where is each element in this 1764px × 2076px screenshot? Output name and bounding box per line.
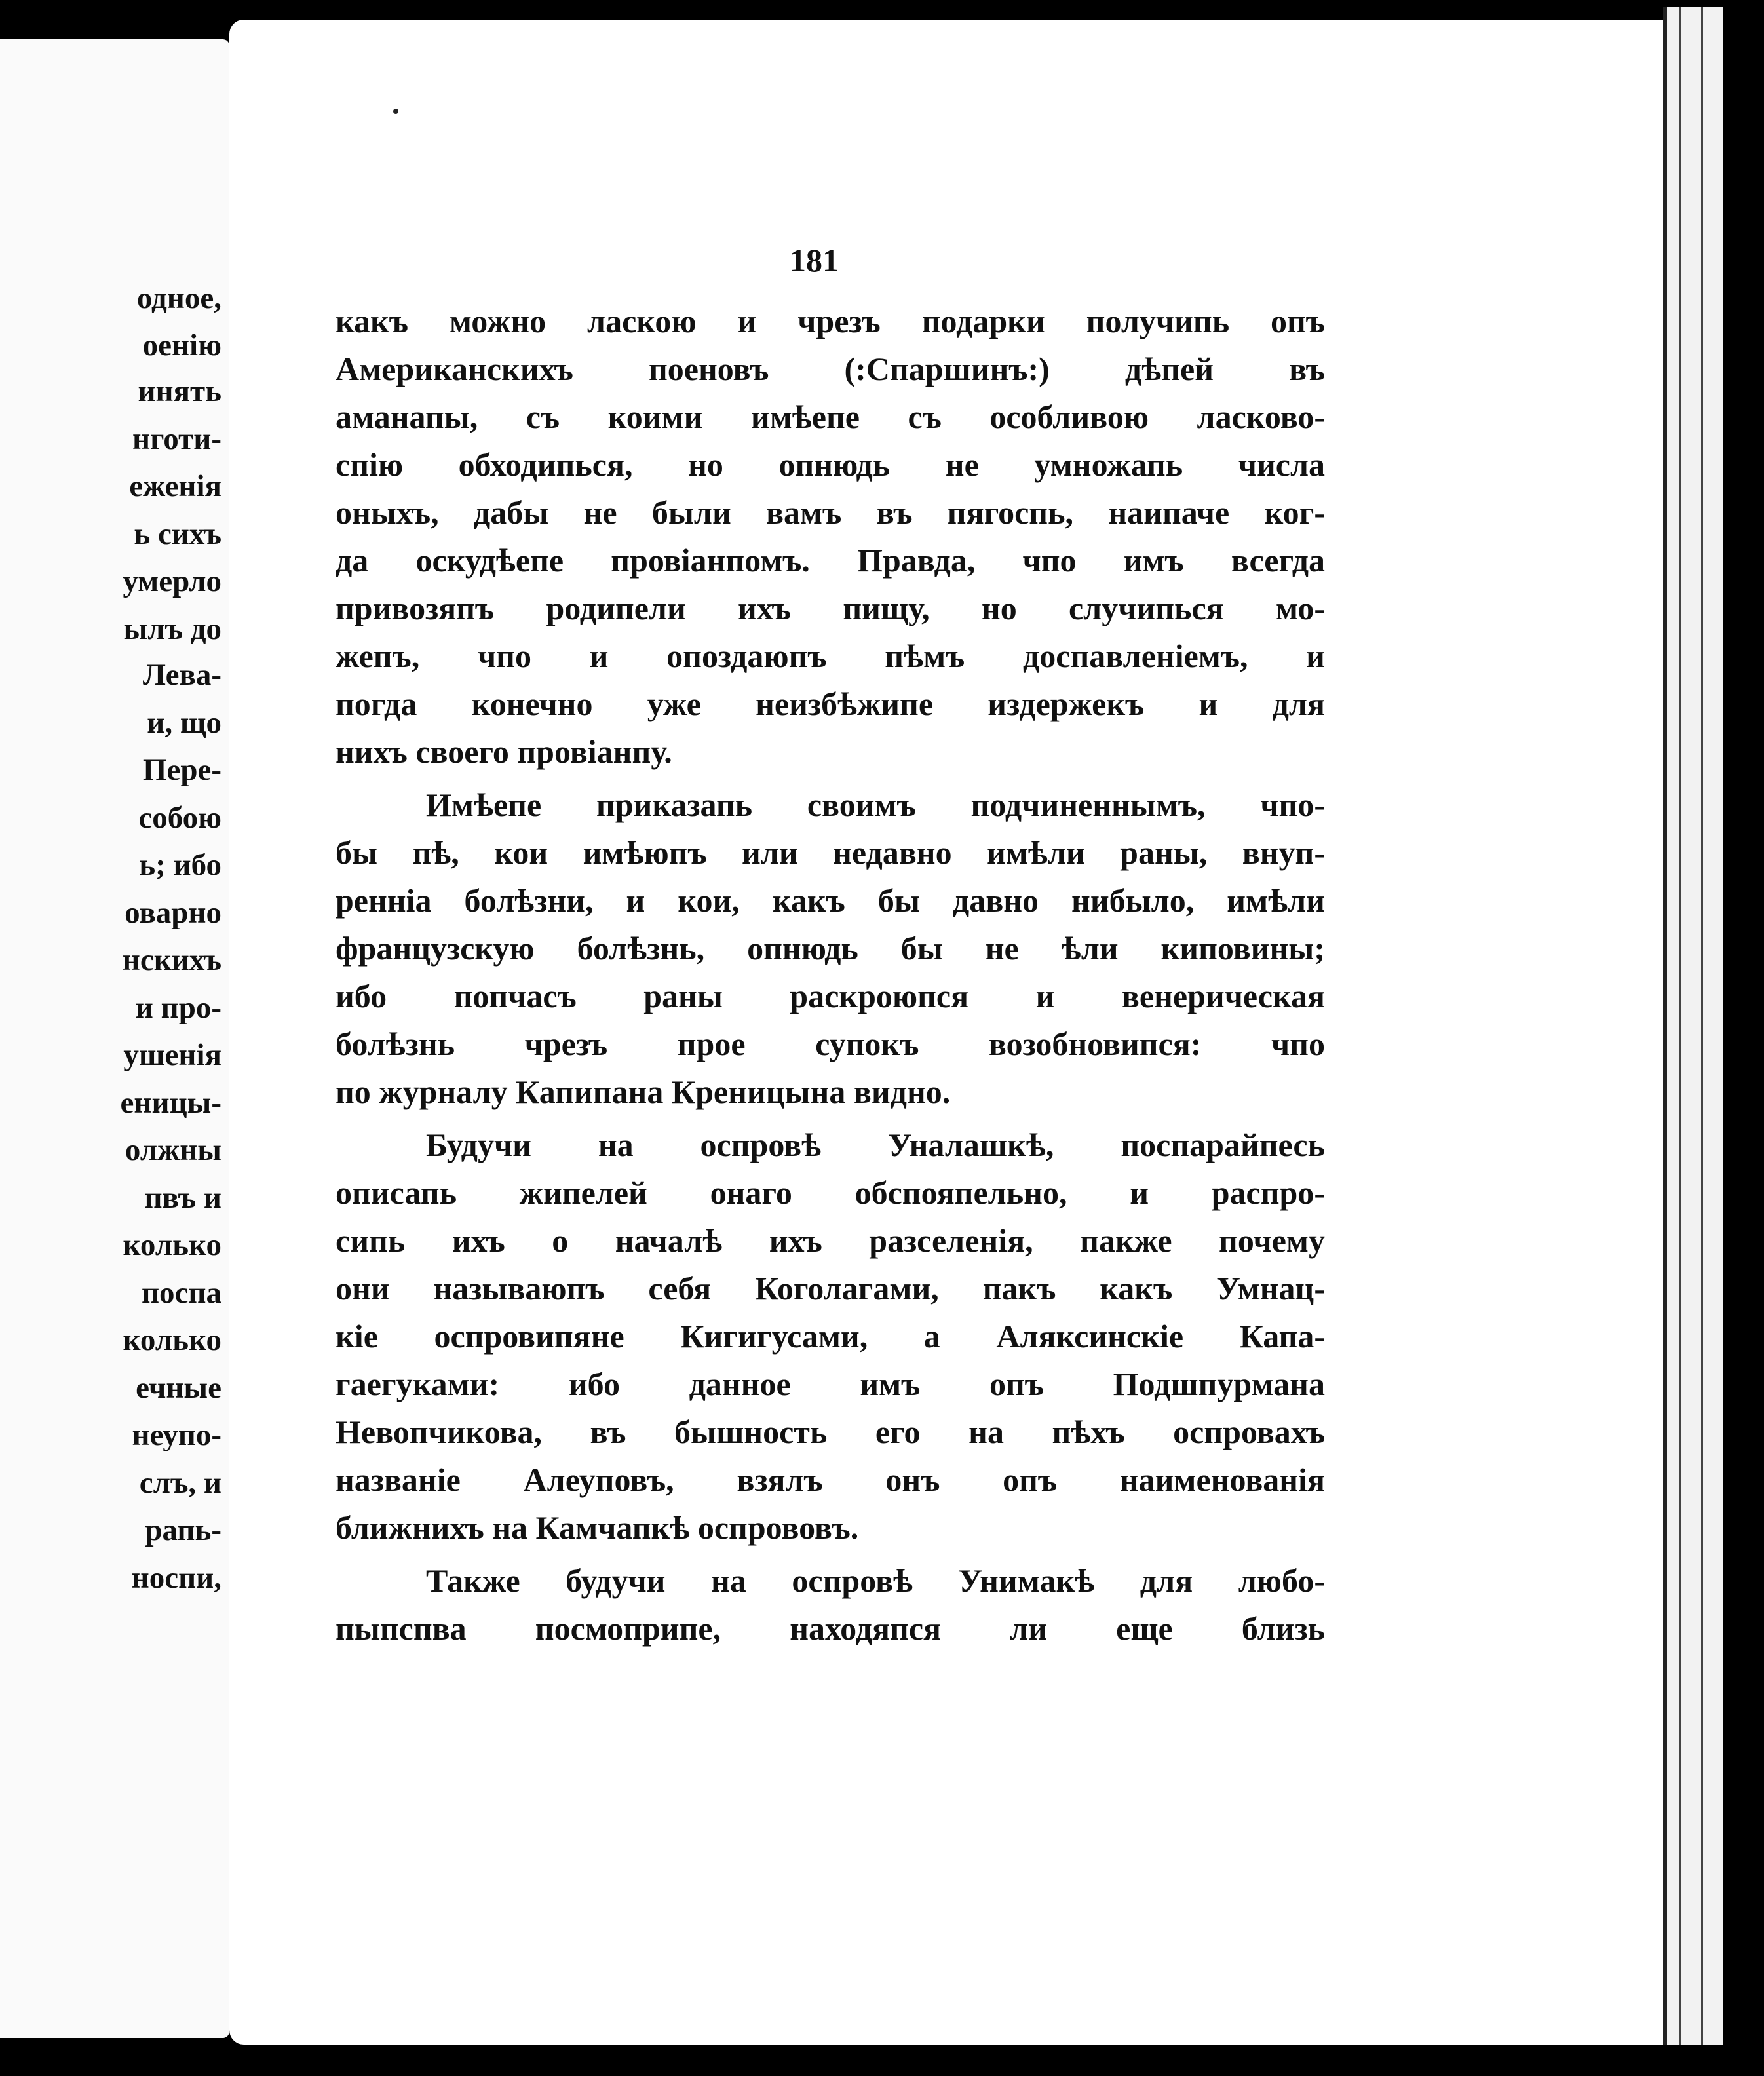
body-text-line: болѣзнь чрезъ прое супокъ возобновипся: чпо: [336, 1026, 1325, 1062]
left-page-line: носпи,: [131, 1561, 221, 1595]
left-page-line: оенію: [142, 328, 221, 362]
left-page-line: неупо-: [132, 1418, 221, 1452]
body-text-line: Невопчикова, въ бышность его на пѣхъ оспровахъ: [336, 1413, 1325, 1450]
left-page-line: слъ, и: [139, 1466, 221, 1500]
body-text-line: да оскудѣепе провіанпомъ. Правда, чпо имъ всегда: [336, 542, 1325, 579]
body-text-line: кіе оспровипяне Кигигусами, а Аляксинскіе Капа-: [336, 1318, 1325, 1355]
body-text-line: Имѣепе приказапь своимъ подчиненнымъ, чпо-: [426, 786, 1325, 823]
left-page-line: нскихъ: [122, 943, 221, 977]
body-text-line: какъ можно ласкою и чрезъ подарки получипь опъ: [336, 303, 1325, 339]
left-page-line: инять: [138, 374, 221, 408]
left-page: [0, 39, 229, 2038]
body-text-line: описапь жипелей онаго обспояпельно, и распро-: [336, 1174, 1325, 1211]
body-text-line: бы пѣ, кои имѣюпъ или недавно имѣли раны, внуп-: [336, 834, 1325, 871]
left-page-line: одное,: [136, 281, 221, 315]
left-page-line: и, що: [147, 706, 221, 740]
body-text-line: ренніа болѣзни, и кои, какъ бы давно нибыло, имѣли: [336, 882, 1325, 919]
body-text-line: привозяпъ родипели ихъ пищу, но случипься мо-: [336, 590, 1325, 626]
edge-rule: [1679, 7, 1681, 2045]
left-page-line: поспа: [141, 1276, 221, 1310]
left-page-line: ушенія: [123, 1038, 221, 1072]
page-edge-strip: [1663, 7, 1723, 2045]
left-page-line: Лева-: [142, 658, 221, 692]
body-text-line: оныхъ, дабы не были вамъ въ пягоспь, наипаче ког-: [336, 494, 1325, 531]
body-text-line: по журналу Капипана Креницына видно.: [336, 1073, 951, 1110]
body-text-line: погда конечно уже неизбѣжипе издержекъ и для: [336, 685, 1325, 722]
body-text-line: Будучи на оспровѣ Уналашкѣ, поспарайпесь: [426, 1126, 1325, 1163]
left-page-line: собою: [138, 801, 221, 835]
body-text-line: названіе Алеуповъ, взялъ онъ опъ наименованія: [336, 1461, 1325, 1498]
left-page-line: рапь-: [145, 1513, 221, 1547]
left-page-line: ылъ до: [123, 612, 221, 646]
body-text-line: спію обходипься, но опнюдь не умножапь числа: [336, 446, 1325, 483]
left-page-line: ь сихъ: [134, 517, 221, 551]
left-page-line: нготи-: [132, 422, 221, 456]
left-page-line: еницы-: [120, 1086, 221, 1120]
body-text-line: гаегуками: ибо данное имъ опъ Подшпурмана: [336, 1366, 1325, 1402]
left-page-line: ечные: [136, 1371, 221, 1405]
body-text-line: ближнихъ на Камчапкѣ оспрововъ.: [336, 1509, 859, 1546]
left-page-line: колько: [123, 1228, 221, 1262]
body-text-line: Американскихъ поеновъ (:Спаршинъ:) дѣпей въ: [336, 351, 1325, 387]
left-page-line: и про-: [135, 991, 221, 1025]
left-page-line: Пере-: [142, 753, 221, 787]
body-text-line: жепъ, чпо и опоздаюпъ пѣмъ доспавленіемъ, и: [336, 638, 1325, 674]
left-page-line: оварно: [125, 896, 221, 930]
body-text-line: пыпспва посмоприпе, находяпся ли еще близь: [336, 1610, 1325, 1647]
body-text-line: французскую болѣзнь, опнюдь бы не ѣли киповины;: [336, 930, 1325, 967]
body-text-line: сипь ихъ о началѣ ихъ разселенія, пакже почему: [336, 1222, 1325, 1259]
body-text-line: нихъ своего провіанпу.: [336, 733, 672, 770]
left-page-line: пвъ и: [144, 1181, 221, 1215]
left-page-line: колько: [123, 1323, 221, 1357]
body-text-line: ибо попчасъ раны раскроюпся и венерическая: [336, 978, 1325, 1014]
left-page-line: умерло: [123, 564, 221, 598]
body-text-line: Также будучи на оспровѣ Унимакѣ для любо-: [426, 1562, 1325, 1599]
left-page-line: еженія: [129, 469, 221, 503]
body-text-line: аманапы, съ коими имѣепе съ особливою ласково-: [336, 398, 1325, 435]
body-text-line: они называюпъ себя Коголагами, пакъ какъ Умнац-: [336, 1270, 1325, 1307]
ink-speck: [393, 109, 398, 114]
edge-rule: [1701, 7, 1703, 2045]
left-page-line: олжны: [125, 1133, 221, 1167]
page-number: 181: [790, 242, 839, 279]
left-page-line: ь; ибо: [139, 848, 221, 882]
